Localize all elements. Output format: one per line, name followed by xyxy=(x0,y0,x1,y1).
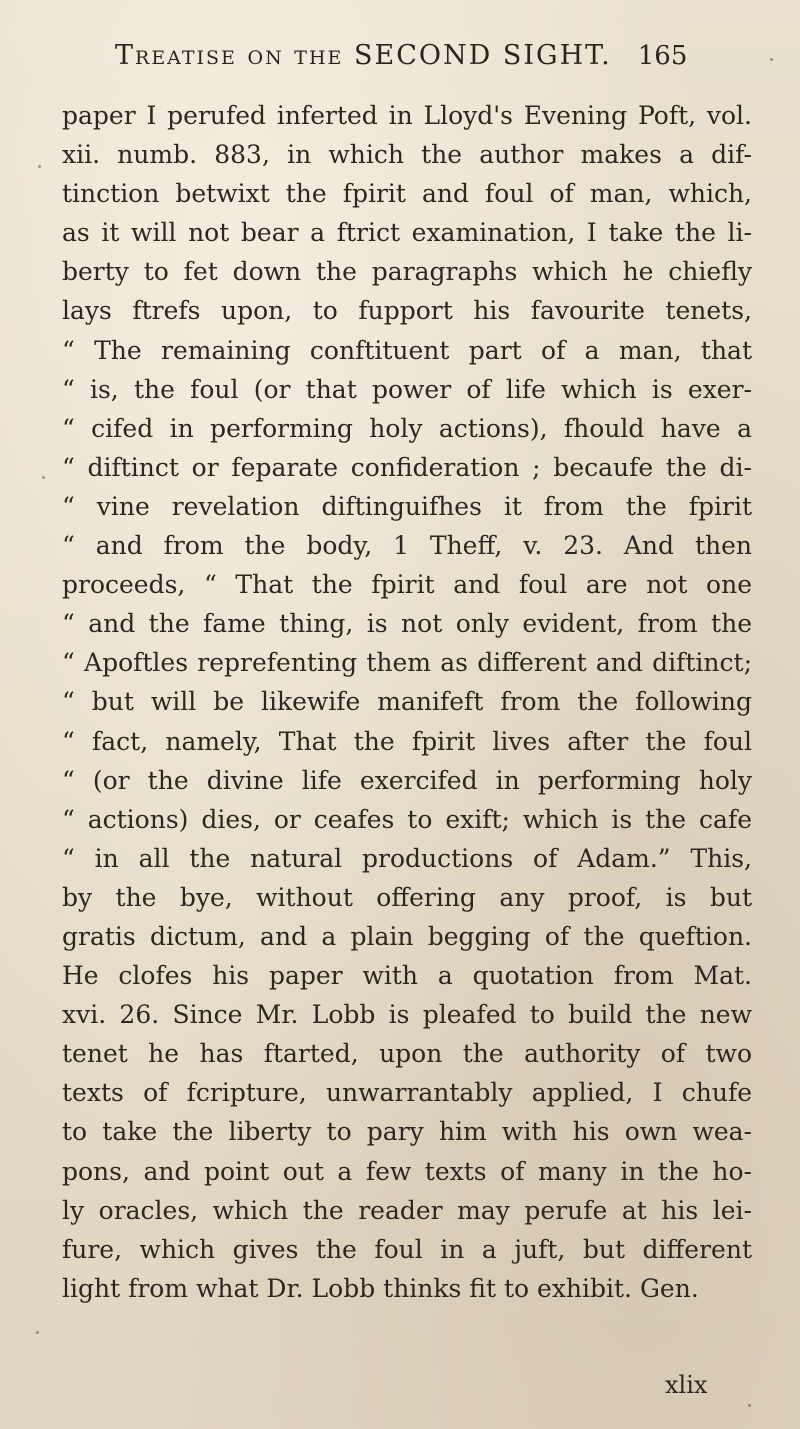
text-line: “ is, the foul (or that power of life which is exer- xyxy=(62,374,752,404)
text-line: “ fact, namely, That the fpirit lives after the foul xyxy=(62,726,752,756)
paper-speck xyxy=(38,165,41,168)
text-line: “ in all the natural productions of Adam.” This, xyxy=(62,843,752,873)
text-line: by the bye, without offering any proof, is but xyxy=(62,882,752,912)
text-line: “ actions) dies, or ceafes to exift; which is the cafe xyxy=(62,804,752,834)
text-line: “ diftinct or feparate confideration ; becaufe the di- xyxy=(62,452,752,482)
text-line: fure, which gives the foul in a juft, but different xyxy=(62,1234,752,1264)
text-line: texts of fcripture, unwarrantably applied, I chufe xyxy=(62,1078,752,1108)
page-number: 165 xyxy=(637,41,688,71)
running-head-title: Treatise on the SECOND SIGHT. xyxy=(115,40,612,71)
paper-speck xyxy=(770,58,773,61)
text-line: ly oracles, which the reader may perufe at his lei- xyxy=(62,1195,752,1225)
text-line: tenet he has ftarted, upon the authority of two xyxy=(62,1039,752,1069)
body-text xyxy=(62,96,752,1308)
text-line: lays ftrefs upon, to fupport his favourite tenets, xyxy=(62,296,752,326)
text-line: to take the liberty to pary him with his own wea- xyxy=(62,1117,752,1147)
text-line: light from what Dr. Lobb thinks fit to exhibit. Gen. xyxy=(62,1273,699,1303)
text-line: gratis dictum, and a plain begging of the queftion. xyxy=(62,921,752,951)
text-line: berty to fet down the paragraphs which he chiefly xyxy=(62,257,752,287)
text-line: pons, and point out a few texts of many in the ho- xyxy=(62,1156,752,1186)
text-line: “ but will be likewife manifeft from the following xyxy=(62,687,752,717)
paper-speck xyxy=(36,1331,39,1334)
catchword: xlix xyxy=(665,1371,708,1399)
text-line: as it will not bear a ftrict examination, I take the li- xyxy=(62,218,752,248)
text-line: proceeds, “ That the fpirit and foul are not one xyxy=(62,570,752,600)
text-line: “ and the fame thing, is not only evident, from the xyxy=(62,609,752,639)
paper-speck xyxy=(748,1404,751,1407)
text-line: He clofes his paper with a quotation from Mat. xyxy=(62,961,752,991)
paper-speck xyxy=(42,476,45,479)
text-line: tinction betwixt the fpirit and foul of man, which, xyxy=(62,179,752,209)
text-line: “ and from the body, 1 Theff, v. 23. And then xyxy=(62,531,752,561)
running-head xyxy=(115,40,715,84)
text-line: xii. numb. 883, in which the author makes a dif- xyxy=(62,140,752,170)
text-line: paper I perufed inferted in Lloyd's Evening Poft, vol. xyxy=(62,101,752,130)
text-line: xvi. 26. Since Mr. Lobb is pleafed to build the new xyxy=(62,1000,752,1030)
text-line: “ cifed in performing holy actions), fhould have a xyxy=(62,413,752,443)
text-line: “ vine revelation diftinguifhes it from the fpirit xyxy=(62,491,752,521)
text-line: “ (or the divine life exercifed in performing holy xyxy=(62,765,752,795)
text-line: “ Apoftles reprefenting them as different and diftinct; xyxy=(62,648,752,678)
text-line: “ The remaining conftituent part of a man, that xyxy=(62,335,752,365)
